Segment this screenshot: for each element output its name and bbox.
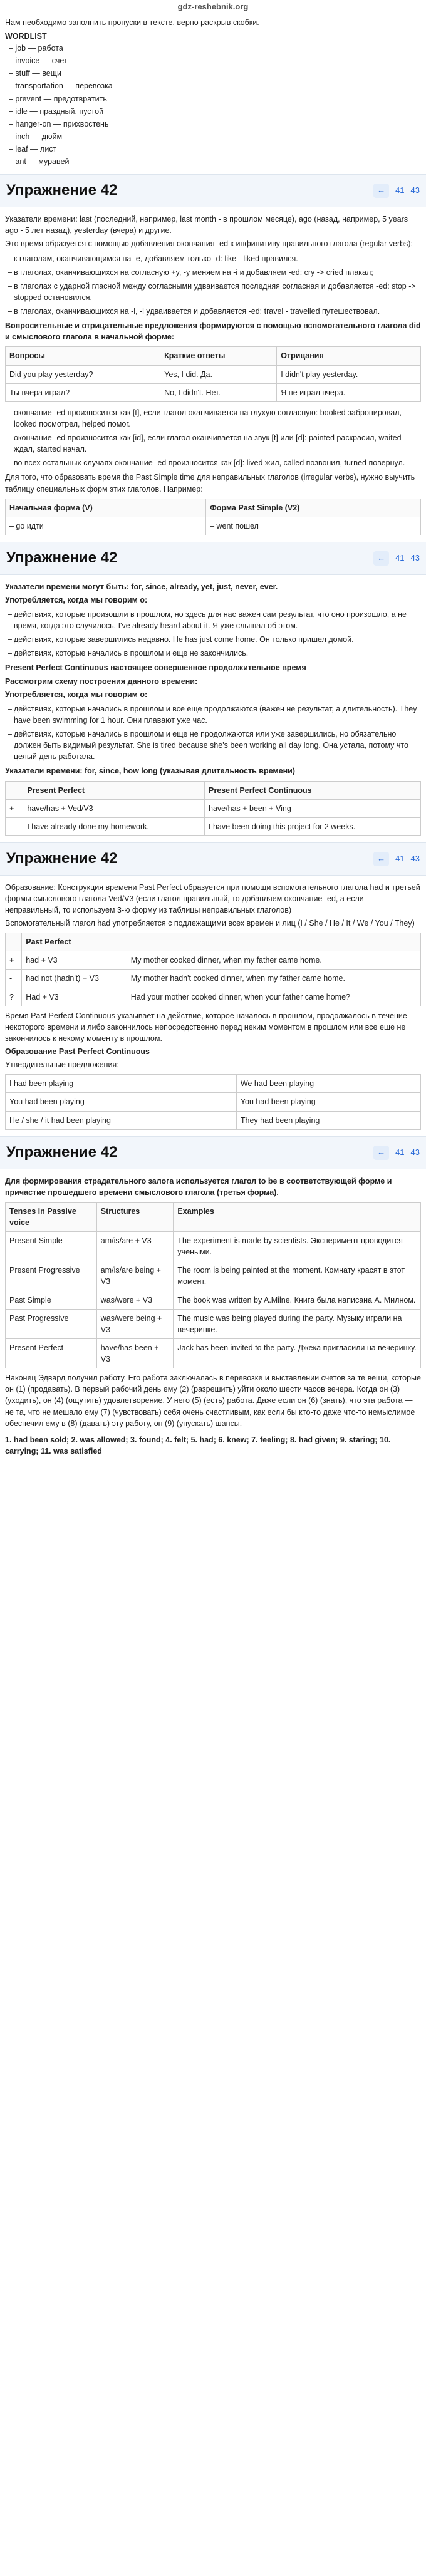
- table-cell: am/is/are + V3: [96, 1232, 174, 1261]
- exercise-title: Упражнение 42: [6, 549, 118, 566]
- list-item: – во всех остальных случаях окончание -ed произносится как [d]: lived жил, called позвонил, turned повернул.: [8, 456, 421, 470]
- paragraph: Наконец Эдвард получил работу. Его работа заключалась в перевозке и выставлении счетов за те вещи, которые он (1) (продавать). В первый рабочий день ему (2) (разрешить) уйти около шести часов вечера. Когда он (3) (уходить), он (4) (ощутить) удовлетворение. У него (5) (есть) работа. Даже если он (6) (знать), что эта работа — не та, что не мешало ему (7) (чувствовать) себя очень счастливым, как если бы кто-то даже что-то немыслимое обеспечил ему в (8) (давать) эту работу, он (9) (упускать) шансы.: [5, 1373, 421, 1428]
- prev-exercise-link[interactable]: 41: [395, 552, 405, 562]
- wordlist: [5, 31, 421, 168]
- next-exercise-link[interactable]: 43: [410, 853, 420, 863]
- table-row: [6, 1111, 421, 1129]
- table-cell: I have already done my homework.: [23, 817, 205, 835]
- paragraph: Вопросительные и отрицательные предложения формируются с помощью вспомогательного глагола did и смыслового глагола в начальной форме:: [5, 321, 421, 342]
- prev-exercise-link[interactable]: 41: [395, 853, 405, 863]
- table-cell: The book was written by A.Milne. Книга была написана А. Милном.: [174, 1291, 421, 1309]
- paragraph: Утвердительные предложения:: [5, 1060, 119, 1070]
- intro-text: Нам необходимо заполнить пропуски в тексте, верно раскрыв скобки.: [5, 18, 259, 27]
- next-exercise-link[interactable]: 43: [410, 185, 420, 195]
- bullet-list: [5, 252, 421, 319]
- word-item: – transportation — перевозка: [9, 81, 113, 91]
- past-perfect-section: [5, 882, 421, 1130]
- table-cell: Jack has been invited to the party. Джека пригласили на вечеринку.: [174, 1338, 421, 1368]
- list-item: – к глаголам, оканчивающимся на -e, добавляем только -d: like - liked нравился.: [8, 252, 421, 266]
- table-cell: I have been doing this project for 2 weeks.: [205, 817, 421, 835]
- table-cell: was/were + V3: [96, 1291, 174, 1309]
- table-cell: +: [6, 799, 23, 817]
- table-row: [6, 970, 421, 988]
- bullet-list: [5, 608, 421, 661]
- paragraph: Это время образуется с помощью добавления окончания -ed к инфинитиву правильного глагола (regular verbs):: [5, 239, 413, 249]
- table-cell: We had been playing: [236, 1075, 420, 1093]
- exercise-header: [0, 1136, 426, 1169]
- past-simple-section: [5, 214, 421, 535]
- word-item: – ant — муравей: [9, 157, 70, 167]
- table-cell: [6, 817, 23, 835]
- word-item: – leaf — лист: [9, 145, 57, 154]
- prev-exercise-link[interactable]: 41: [395, 185, 405, 195]
- table-cell: You had been playing: [236, 1093, 420, 1111]
- passive-table: [5, 1202, 421, 1368]
- question-table: [5, 346, 421, 401]
- word-item: – job — работа: [9, 44, 63, 53]
- table-row: [6, 383, 421, 401]
- prev-arrow-icon[interactable]: ←: [373, 1146, 389, 1160]
- table-row: [6, 365, 421, 383]
- paragraph: Употребляется, когда мы говорим о:: [5, 690, 148, 699]
- bullet-list: [5, 702, 421, 764]
- table-row: [6, 1093, 421, 1111]
- paragraph: Указатели времени могут быть: for, since, already, yet, just, never, ever.: [5, 582, 278, 591]
- table-cell: – went пошел: [206, 517, 421, 535]
- table-header: [6, 781, 23, 799]
- word-item: – inch — дюйм: [9, 132, 63, 141]
- paragraph: Время Past Perfect Continuous указывает на действие, которое началось в прошлом, продолжалось в течение некоторого времени и либо закончилось непосредственно перед неким моментом в прошлом или все еще не закончилось к некому моменту в прошлом.: [5, 1011, 407, 1043]
- paragraph: Рассмотрим схему построения данного времени:: [5, 676, 198, 686]
- list-item: – в глаголах, оканчивающихся на -l, -l удваивается и добавляется -ed: travel - travelled путешествовал.: [8, 304, 421, 318]
- wordlist-title: WORDLIST: [5, 31, 47, 41]
- table-cell: The experiment is made by scientists. Эксперимент проводится учеными.: [174, 1232, 421, 1261]
- paragraph: Вспомогательный глагол had употребляется с подлежащими всех времен и лиц (I / She / He / It / We / You / They): [5, 919, 415, 928]
- table-row: [6, 1309, 421, 1338]
- list-item: – в глаголах с ударной гласной между согласными удваивается последняя согласная и добавляется -ed: stop -> stopped остановился.: [8, 279, 421, 304]
- table-row: [6, 951, 421, 970]
- table-cell: had + V3: [22, 951, 127, 970]
- table-cell: The room is being painted at the moment. Комнату красят в этот момент.: [174, 1261, 421, 1291]
- table-header: Structures: [96, 1202, 174, 1231]
- table-row: [6, 817, 421, 835]
- paragraph: Для формирования страдательного залога используется глагол to be в соответствующей форме и причастие прошедшего времени смыслового глагола (третья форма).: [5, 1176, 392, 1197]
- table-cell: Had + V3: [22, 988, 127, 1006]
- table-header: Вопросы: [6, 347, 160, 365]
- table-header: [6, 933, 22, 951]
- table-row: [6, 799, 421, 817]
- exercise-nav: [373, 1146, 420, 1160]
- past-perfect-table: [5, 933, 421, 1006]
- table-cell: They had been playing: [236, 1111, 420, 1129]
- table-cell: He / she / it had been playing: [6, 1111, 237, 1129]
- table-header: Начальная форма (V): [6, 499, 206, 517]
- list-item: – действиях, которые начались в прошлом и еще не продолжаются или уже завершились, но обязательно должен быть видимый результат. She is tired because she's been working all day long. Она устала, потому что целый день работала.: [8, 727, 421, 763]
- table-header: Examples: [174, 1202, 421, 1231]
- table-cell: Past Simple: [6, 1291, 97, 1309]
- exercise-nav: [373, 852, 420, 866]
- table-cell: Ты вчера играл?: [6, 383, 160, 401]
- passive-section: [5, 1176, 421, 1457]
- exercise-header: [0, 542, 426, 575]
- list-item: – действиях, которые завершились недавно. He has just come home. Он только пришел домой.: [8, 633, 421, 646]
- answers-text: 1. had been sold; 2. was allowed; 3. found; 4. felt; 5. had; 6. knew; 7. feeling; 8. had given; 9. staring; 10. carrying; 11. was satisfied: [5, 1435, 391, 1456]
- word-item: – stuff — вещи: [9, 69, 61, 78]
- prev-arrow-icon[interactable]: ←: [373, 184, 389, 198]
- word-item: – invoice — счет: [9, 56, 68, 66]
- paragraph: Образование Past Perfect Continuous: [5, 1047, 150, 1057]
- table-cell: You had been playing: [6, 1093, 237, 1111]
- table-cell: had not (hadn't) + V3: [22, 970, 127, 988]
- watermark: gdz-reshebnik.org: [177, 2, 249, 11]
- paragraph: Для того, что образовать время the Past Simple time для неправильных глаголов (irregular verbs), нужно выучить таблицу специальных форм этих глаголов. Например:: [5, 473, 415, 494]
- table-cell: I didn't play yesterday.: [277, 365, 421, 383]
- table-cell: -: [6, 970, 22, 988]
- table-header: Past Perfect: [22, 933, 127, 951]
- list-item: – окончание -ed произносится как [t], если глагол оканчивается на глухую согласную: booked забронировал, looked посмотрел, helped помог.: [8, 406, 421, 431]
- table-header: Present Perfect: [23, 781, 205, 799]
- list-item: – действиях, которые начались в прошлом и еще не закончились.: [8, 646, 421, 660]
- paragraph: Указатели времени: for, since, how long (указывая длительность времени): [5, 767, 295, 776]
- paragraph: Указатели времени: last (последний, например, last month - в прошлом месяце), ago (назад, например, 5 years ago - 5 лет назад), yesterday (вчера) и другие.: [5, 215, 408, 235]
- list-item: – действиях, которые произошли в прошлом, но здесь для нас важен сам результат, что оно произошло, а не время, когда это случилось. I've already heard about it. Я уже слышал об этом.: [8, 608, 421, 633]
- exercise-nav: [373, 551, 420, 566]
- prev-exercise-link[interactable]: 41: [395, 1147, 405, 1157]
- table-cell: Present Perfect: [6, 1338, 97, 1368]
- table-cell: I had been playing: [6, 1075, 237, 1093]
- list-item: – окончание -ed произносится как [id], если глагол оканчивается на звук [t] или [d]: painted раскрасил, waited ждал, started начал.: [8, 431, 421, 456]
- paragraph: Образование: Конструкция времени Past Perfect образуется при помощи вспомогательного глагола had и третьей формы смыслового глагола Ved/V3 (если глагол правильный, то добавляем окончание -ed, а если неправильный, то используем 3-ю форму из таблицы неправильных глаголов): [5, 882, 420, 914]
- exercise-title: Упражнение 42: [6, 849, 118, 867]
- word-item: – idle — праздный, пустой: [9, 106, 104, 116]
- table-cell: ?: [6, 988, 22, 1006]
- table-row: [6, 1291, 421, 1309]
- table-cell: My mother hadn't cooked dinner, when my father came home.: [127, 970, 420, 988]
- table-cell: was/were being + V3: [96, 1309, 174, 1338]
- table-cell: Past Progressive: [6, 1309, 97, 1338]
- table-row: [6, 517, 421, 535]
- exercise-header: [0, 174, 426, 207]
- table-cell: Did you play yesterday?: [6, 365, 160, 383]
- table-cell: The music was being played during the party. Музыку играли на вечеринке.: [174, 1309, 421, 1338]
- table-cell: have/has been + V3: [96, 1338, 174, 1368]
- table-cell: Present Simple: [6, 1232, 97, 1261]
- paragraph: Present Perfect Continuous настоящее совершенное продолжительное время: [5, 663, 306, 673]
- table-header: Форма Past Simple (V2): [206, 499, 421, 517]
- exercise-title: Упражнение 42: [6, 1143, 118, 1161]
- list-item: – действиях, которые начались в прошлом и все еще продолжаются (важен не результат, а длительность). They have been swimming for 1 hour. Они плавают уже час.: [8, 702, 421, 727]
- table-header: Tenses in Passive voice: [6, 1202, 97, 1231]
- table-cell: No, I didn't. Нет.: [160, 383, 277, 401]
- table-row: [6, 988, 421, 1006]
- table-header: Present Perfect Continuous: [205, 781, 421, 799]
- word-item: – prevent — предотвратить: [9, 94, 107, 103]
- next-exercise-link[interactable]: 43: [410, 552, 420, 562]
- table-header: [127, 933, 420, 951]
- table-row: [6, 1338, 421, 1368]
- list-item: – в глаголах, оканчивающихся на согласную +y, -y меняем на -i и добавляем -ed: cry -> cried плакал;: [8, 266, 421, 279]
- paragraph: Употребляется, когда мы говорим о:: [5, 595, 148, 604]
- table-row: [6, 1261, 421, 1291]
- exercise-header: [0, 842, 426, 876]
- prev-arrow-icon[interactable]: ←: [373, 551, 389, 566]
- table-cell: Had your mother cooked dinner, when your father came home?: [127, 988, 420, 1006]
- bullet-list: [5, 406, 421, 470]
- wordlist-items: [5, 42, 421, 168]
- table-cell: have/has + been + Ving: [205, 799, 421, 817]
- table-cell: +: [6, 951, 22, 970]
- table-cell: Yes, I did. Да.: [160, 365, 277, 383]
- irregular-table: [5, 499, 421, 535]
- table-cell: My mother cooked dinner, when my father came home.: [127, 951, 420, 970]
- exercise-title: Упражнение 42: [6, 182, 118, 199]
- table-cell: Present Progressive: [6, 1261, 97, 1291]
- prev-arrow-icon[interactable]: ←: [373, 852, 389, 866]
- table-cell: have/has + Ved/V3: [23, 799, 205, 817]
- table-row: [6, 1075, 421, 1093]
- table-row: [6, 1232, 421, 1261]
- next-exercise-link[interactable]: 43: [410, 1147, 420, 1157]
- perfect-table: [5, 781, 421, 836]
- continuous-table: [5, 1074, 421, 1129]
- table-cell: – go идти: [6, 517, 206, 535]
- table-header: Краткие ответы: [160, 347, 277, 365]
- word-item: – hanger-on — прихвостень: [9, 119, 109, 128]
- table-header: Отрицания: [277, 347, 421, 365]
- table-cell: am/is/are being + V3: [96, 1261, 174, 1291]
- table-cell: Я не играл вчера.: [277, 383, 421, 401]
- present-perfect-section: [5, 581, 421, 836]
- exercise-nav: [373, 184, 420, 198]
